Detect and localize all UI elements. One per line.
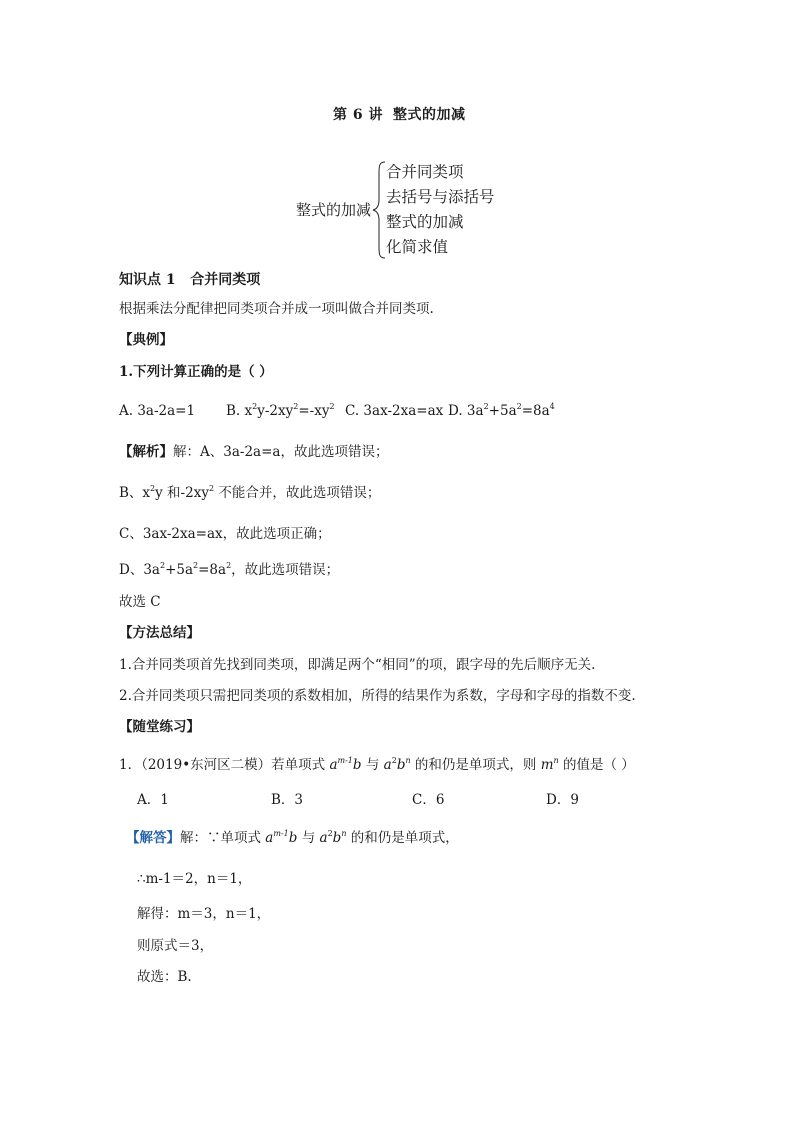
analysis-line-d: D、$3a^2+5a^2=8a^2$，故此选项错误；	[119, 561, 340, 578]
mindmap-item: 化简求值	[386, 238, 449, 256]
analysis-line-c: C、3ax-2xa=ax，故此选项正确；	[119, 526, 331, 542]
mindmap-items	[386, 160, 495, 260]
mindmap-root: 整式的加减	[296, 201, 372, 219]
mindmap-item: 合并同类项	[386, 163, 464, 181]
page-title: 第 6 讲 整式的加减	[333, 107, 466, 123]
example-question: 1.下列计算正确的是（ ）	[119, 364, 273, 380]
option-b: B. $x^2y-2xy^2=-xy^2$	[226, 402, 335, 419]
analysis-conclusion: 故选 C	[119, 594, 161, 610]
method-point-1: 1.合并同类项首先找到同类项，即满足两个“相同”的项，跟字母的先后顺序无关.	[119, 657, 596, 673]
practice-step-4: 故选：B.	[137, 969, 192, 985]
section-example: 【典例】	[119, 332, 173, 348]
practice-question: 1．（2019•东河区二模）若单项式 $a^{m-1}b$ 与 $a^2b^n$ 的和仍是单项式，则 $m^n$ 的值是（ ）	[119, 756, 635, 773]
section-practice: 【随堂练习】	[119, 719, 200, 735]
analysis-label: 【解析】	[119, 444, 173, 460]
practice-step-3: 则原式＝3，	[137, 938, 214, 954]
option-a: A. 3a-2a=1	[119, 403, 196, 419]
mindmap-item: 整式的加减	[386, 213, 464, 231]
mindmap-item: 去括号与添括号	[386, 188, 495, 206]
analysis-line-a: 【解析】解：A、3a-2a=a，故此选项错误；	[119, 444, 389, 460]
practice-step-2: 解得：m＝3，n＝1，	[137, 906, 271, 922]
answer-label: 【解答】	[126, 830, 180, 846]
practice-option-c: C．6	[412, 792, 445, 808]
practice-option-b: B．3	[271, 792, 304, 808]
analysis-line-b: B、$x^2y$ 和$-2xy^2$ 不能合并，故此选项错误；	[119, 484, 381, 501]
knowledge-point-heading: 知识点 1 合并同类项	[119, 272, 261, 288]
section-method: 【方法总结】	[119, 625, 200, 641]
practice-step-1: ∴m-1＝2，n＝1，	[137, 871, 252, 887]
method-point-2: 2.合并同类项只需把同类项的系数相加，所得的结果作为系数，字母和字母的指数不变.	[119, 688, 636, 704]
definition-text: 根据乘法分配律把同类项合并成一项叫做合并同类项.	[119, 301, 434, 317]
option-d: D. $3a^2+5a^2=8a^4$	[448, 402, 555, 419]
practice-option-d: D．9	[546, 792, 579, 808]
option-c: C. 3ax-2xa=ax	[345, 403, 444, 419]
practice-option-a: A．1	[137, 792, 169, 808]
practice-answer: 【解答】解：∵单项式 $a^{m-1}b$ 与 $a^2b^n$ 的和仍是单项式，	[126, 829, 459, 846]
example-options	[119, 402, 555, 420]
